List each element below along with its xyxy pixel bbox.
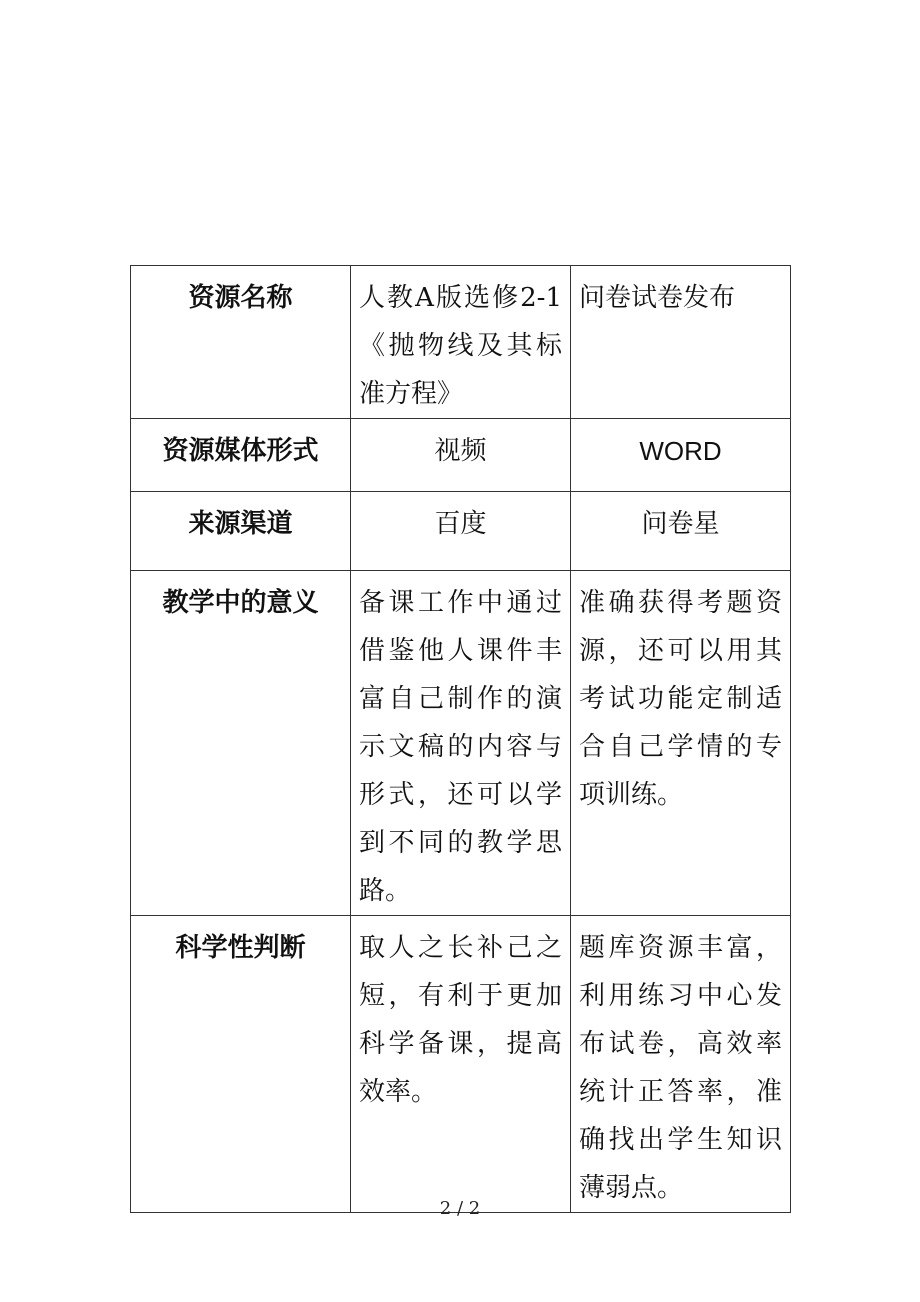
row-label-source-channel: 来源渠道 [131,492,351,571]
cell-teaching-meaning-1: 备课工作中通过借鉴他人课件丰富自己制作的演示文稿的内容与形式，还可以学到不同的教学思路。 [351,571,571,916]
cell-media-form-1: 视频 [351,419,571,492]
table-row-source-channel [131,492,791,571]
row-label-scientific-judgment: 科学性判断 [131,916,351,1213]
page-number: 2 / 2 [439,1198,481,1219]
cell-resource-name-1: 人教A版选修2-1《抛物线及其标准方程》 [351,266,571,419]
cell-scientific-judgment-2: 题库资源丰富，利用练习中心发布试卷，高效率统计正答率，准确找出学生知识薄弱点。 [571,916,791,1213]
table-row-scientific-judgment [131,916,791,1213]
table-row-media-form [131,419,791,492]
row-label-teaching-meaning: 教学中的意义 [131,571,351,916]
cell-source-channel-2: 问卷星 [571,492,791,571]
row-label-media-form: 资源媒体形式 [131,419,351,492]
cell-scientific-judgment-1: 取人之长补己之短，有利于更加科学备课，提高效率。 [351,916,571,1213]
cell-teaching-meaning-2: 准确获得考题资源，还可以用其考试功能定制适合自己学情的专项训练。 [571,571,791,916]
table-row-resource-name [131,266,791,419]
cell-source-channel-1: 百度 [351,492,571,571]
row-label-resource-name: 资源名称 [131,266,351,419]
cell-resource-name-2: 问卷试卷发布 [571,266,791,419]
cell-media-form-2: WORD [571,419,791,492]
table-row-teaching-meaning [131,571,791,916]
resource-table [130,265,791,1213]
